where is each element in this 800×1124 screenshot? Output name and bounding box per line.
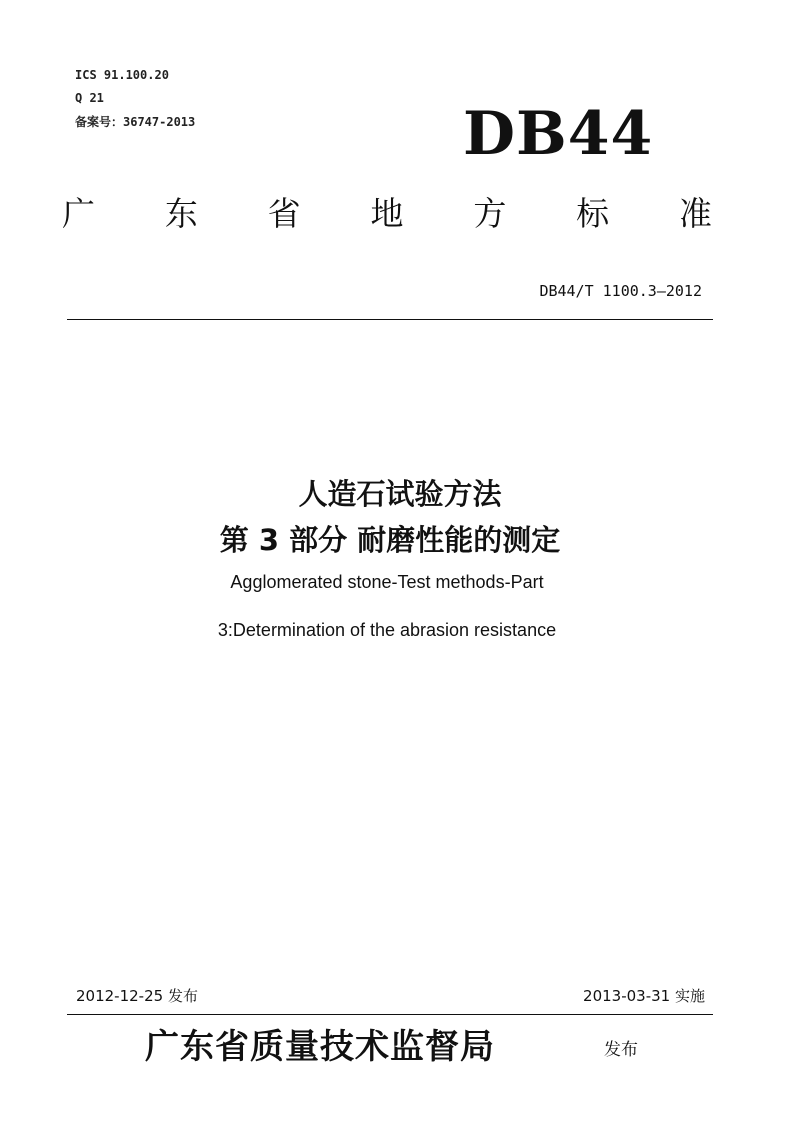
standard-logo: DB44 [463,99,654,169]
filing-number: 备案号：36747-2013 [75,115,196,129]
standard-type-char: 广 [62,194,95,233]
title-zh-line-1: 人造石试验方法 [298,477,502,511]
standard-type-char: 标 [576,194,610,233]
bottom-divider [67,1014,713,1015]
standard-type-char: 地 [370,194,404,233]
issue-date: 2012-12-25 发布 [76,987,198,1005]
ccs-code: Q 21 [75,91,104,105]
ics-code: ICS 91.100.20 [75,68,169,82]
issuer-name: 广东省质量技术监督局 [145,1027,495,1067]
standard-type-char: 方 [473,194,507,233]
title-en-line-1: Agglomerated stone-Test methods-Part [230,572,544,592]
standard-type-char: 准 [678,194,712,233]
standard-type-char: 东 [164,194,198,233]
title-en-line-2: 3:Determination of the abrasion resistance [217,620,557,640]
issuer-suffix: 发布 [604,1040,638,1060]
title-zh-line-2: 第 3 部分 耐磨性能的测定 [219,523,561,557]
implementation-date: 2013-03-31 实施 [583,987,705,1005]
standard-type-char: 省 [267,194,301,233]
top-divider [67,319,713,320]
standard-type-heading [62,192,712,236]
standard-number: DB44/T 1100.3—2012 [539,282,702,300]
